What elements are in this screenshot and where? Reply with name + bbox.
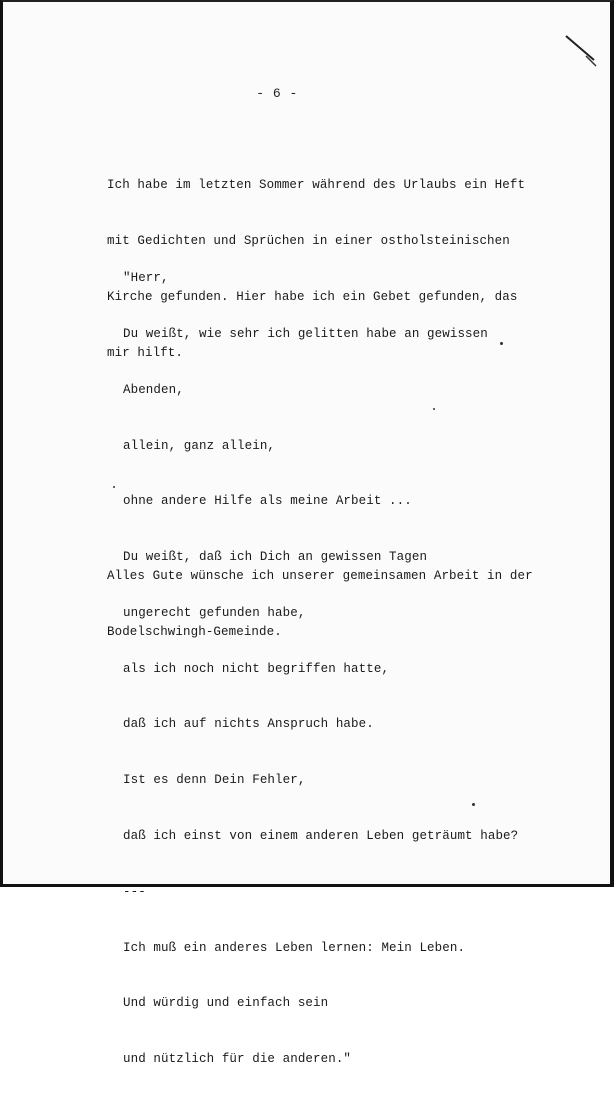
text-line: Bodelschwingh-Gemeinde. xyxy=(107,624,282,639)
text-line: Alles Gute wünsche ich unserer gemeinsamen Arbeit in der xyxy=(107,569,533,584)
page-number: - 6 - xyxy=(256,86,298,101)
text-line: mir hilft. xyxy=(107,345,184,360)
corner-scratch-mark xyxy=(560,30,600,70)
poem-line: und nützlich für die anderen." xyxy=(123,1052,352,1067)
poem-line: als ich noch nicht begriffen hatte, xyxy=(123,661,390,676)
text-line: Kirche gefunden. Hier habe ich ein Gebet gefunden, das xyxy=(107,289,518,304)
text-line: mit Gedichten und Sprüchen in einer ostholsteinischen xyxy=(107,233,510,248)
scan-speck xyxy=(433,408,435,410)
poem-line: Ich muß ein anderes Leben lernen: Mein Leben. xyxy=(123,940,466,955)
poem-line: "Herr, xyxy=(123,271,169,286)
poem-line: ungerecht gefunden habe, xyxy=(123,605,306,620)
poem-line: allein, ganz allein, xyxy=(123,438,276,453)
scan-speck xyxy=(113,486,115,488)
poem-line: daß ich einst von einem anderen Leben geträumt habe? xyxy=(123,829,519,843)
text-line: Ich habe im letzten Sommer während des Urlaubs ein Heft xyxy=(107,178,526,193)
closing-paragraph xyxy=(107,530,533,679)
poem-line: Ist es denn Dein Fehler, xyxy=(123,773,306,788)
scan-speck xyxy=(500,342,503,345)
poem-line: daß ich auf nichts Anspruch habe. xyxy=(123,717,374,732)
poem-line: Abenden, xyxy=(123,382,184,397)
poem-line: Und würdig und einfach sein xyxy=(123,996,329,1011)
poem-line: Du weißt, wie sehr ich gelitten habe an gewissen xyxy=(123,326,488,341)
scan-speck xyxy=(472,803,475,806)
poem-line: --- xyxy=(123,884,146,899)
poem-line: ohne andere Hilfe als meine Arbeit ... xyxy=(123,494,412,509)
poem-line: Du weißt, daß ich Dich an gewissen Tagen xyxy=(123,550,428,565)
